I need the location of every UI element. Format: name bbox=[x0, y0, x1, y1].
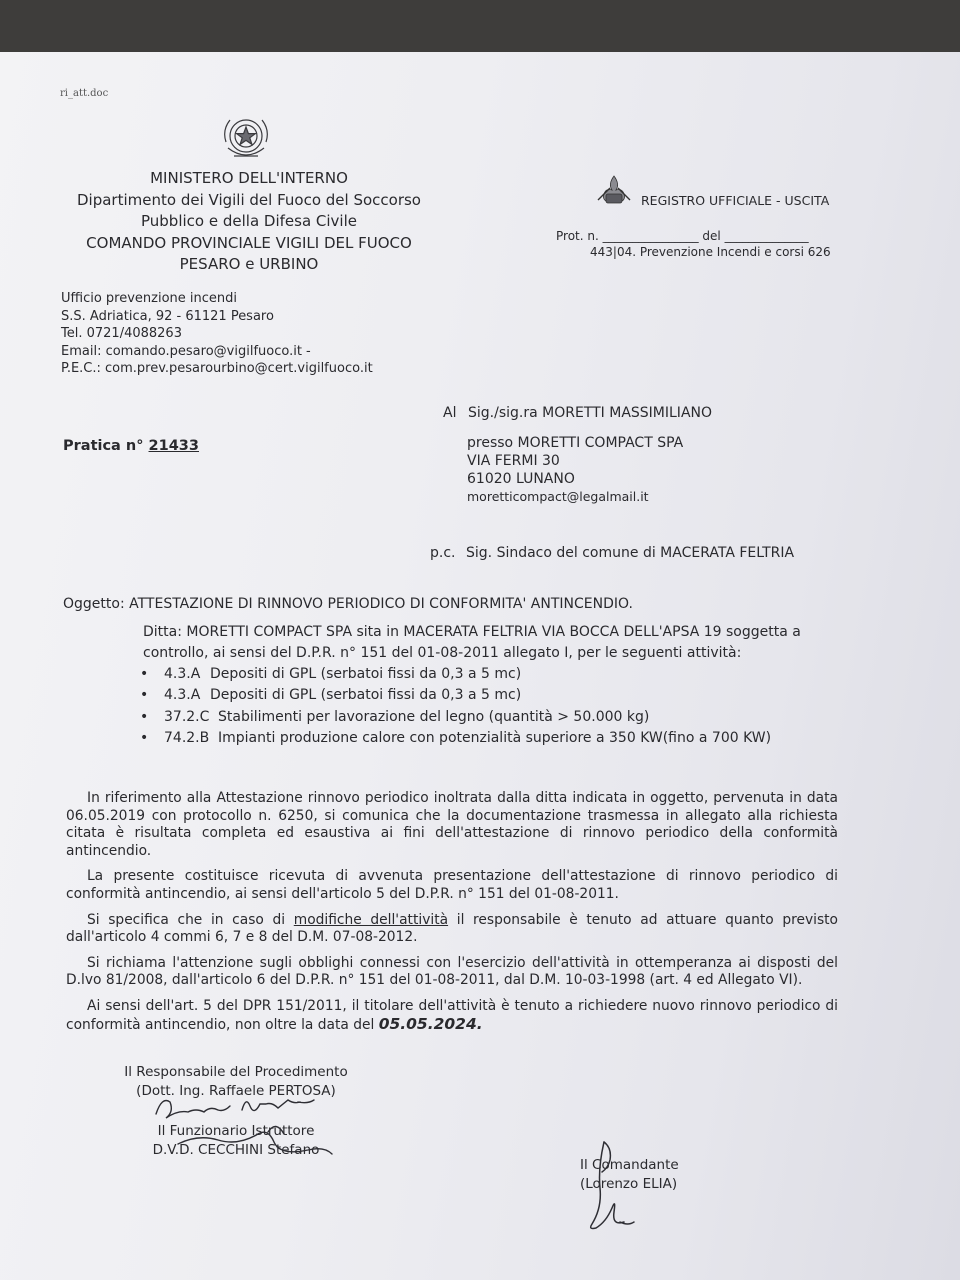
paragraph-4: Si richiama l'attenzione sugli obblighi connessi con l'esercizio dell'attività in ottemperanza ai disposti del D.lvo 81/2008, dall'articolo 6 del D.P.R. n° 151 del 01-08-2011, dal D.M. 10-03-1998 (art. 4 ed Allegato VI). bbox=[66, 954, 838, 989]
ministry-header bbox=[64, 168, 434, 276]
vigili-fuoco-logo-icon bbox=[594, 174, 634, 206]
body-text bbox=[66, 790, 838, 1042]
subject-label: Oggetto: bbox=[63, 596, 125, 612]
ditta-description bbox=[143, 622, 801, 664]
activity-desc: Impianti produzione calore con potenzialità superiore a 350 KW(fino a 700 KW) bbox=[218, 729, 772, 746]
paragraph-3-start: Si specifica che in caso di bbox=[87, 911, 294, 928]
list-item bbox=[140, 664, 771, 685]
activity-code: 4.3.A bbox=[164, 666, 201, 682]
header-line-2: Dipartimento dei Vigili del Fuoco del Soccorso bbox=[77, 190, 421, 209]
recipient-address bbox=[467, 434, 683, 506]
office-line-3: Tel. 0721/4088263 bbox=[61, 326, 182, 341]
activity-list bbox=[140, 664, 771, 749]
header-line-5: PESARO e URBINO bbox=[179, 255, 319, 273]
office-line-2: S.S. Adriatica, 92 - 61121 Pesaro bbox=[61, 308, 274, 324]
recipient-pec: moretticompact@legalmail.it bbox=[467, 489, 649, 504]
responsabile-name: (Dott. Ing. Raffaele PERTOSA) bbox=[136, 1082, 336, 1099]
istruttore-title: Il Funzionario Istruttore bbox=[157, 1123, 315, 1139]
ditta-line-2: controllo, ai sensi del D.P.R. n° 151 del 01-08-2011 allegato I, per le seguenti attività: bbox=[143, 645, 742, 661]
file-name: ri_att.doc bbox=[60, 88, 109, 99]
list-item bbox=[140, 685, 771, 706]
ditta-line-1: Ditta: MORETTI COMPACT SPA sita in MACERATA FELTRIA VIA BOCCA DELL'APSA 19 soggetta a bbox=[143, 624, 801, 640]
recipient-prefix: Al bbox=[443, 405, 457, 421]
responsabile-title: Il Responsabile del Procedimento bbox=[124, 1064, 348, 1080]
activity-code: 4.3.A bbox=[164, 687, 201, 704]
header-line-3: Pubblico e della Difesa Civile bbox=[141, 212, 357, 230]
paragraph-3 bbox=[66, 912, 838, 947]
cc-prefix: p.c. bbox=[430, 545, 456, 561]
comandante-title: Il Comandante bbox=[580, 1157, 679, 1173]
registry-title: REGISTRO UFFICIALE - USCITA bbox=[641, 193, 830, 208]
modifiche-link-text: modifiche dell'attività bbox=[293, 911, 449, 928]
header-line-4: COMANDO PROVINCIALE VIGILI DEL FUOCO bbox=[86, 233, 412, 252]
header-line-1: MINISTERO DELL'INTERNO bbox=[150, 169, 348, 187]
address-line-2: VIA FERMI 30 bbox=[467, 453, 560, 469]
activity-code: 37.2.C bbox=[164, 708, 210, 725]
pratica-value: 21433 bbox=[148, 438, 199, 454]
recipient-name: Sig./sig.ra MORETTI MASSIMILIANO bbox=[468, 405, 713, 421]
activity-desc: Stabilimenti per lavorazione del legno (quantità > 50.000 kg) bbox=[218, 708, 650, 725]
republic-emblem-icon bbox=[218, 112, 274, 164]
list-item bbox=[140, 707, 771, 728]
paragraph-1: In riferimento alla Attestazione rinnovo periodico inoltrata dalla ditta indicata in oggetto, pervenuta in data 06.05.2019 con protocollo n. 6250, si comunica che la documentazione trasmessa in allegato alla richiesta citata è risultata completa ed esaustiva ai fini dell'attestazione di rinnovo periodico della conformità antincendio. bbox=[66, 790, 838, 859]
activity-code: 74.2.B bbox=[164, 729, 210, 746]
paragraph-5 bbox=[66, 998, 838, 1034]
signature-scribble-left bbox=[148, 1082, 348, 1172]
comandante-name: (Lorenzo ELIA) bbox=[580, 1176, 678, 1192]
protocol-sub: 443|04. Prevenzione Incendi e corsi 626 bbox=[590, 245, 831, 259]
subject-line bbox=[63, 596, 633, 612]
signature-scribble-right bbox=[584, 1138, 654, 1238]
expiry-date: 05.05.2024. bbox=[378, 1014, 483, 1033]
office-line-1: Ufficio prevenzione incendi bbox=[61, 291, 238, 306]
subject-text: ATTESTAZIONE DI RINNOVO PERIODICO DI CONFORMITA' ANTINCENDIO. bbox=[129, 596, 633, 612]
office-line-5: P.E.C.: com.prev.pesarourbino@cert.vigilfuoco.it bbox=[61, 361, 373, 376]
address-line-3: 61020 LUNANO bbox=[467, 471, 575, 487]
document-page bbox=[0, 52, 960, 1280]
paragraph-2: La presente costituisce ricevuta di avvenuta presentazione dell'attestazione di rinnovo periodico di conformità antincendio, ai sensi dell'articolo 5 del D.P.R. n° 151 del 01-08-2011. bbox=[66, 868, 838, 902]
protocol-line: Prot. n. ________________ del ______________ bbox=[556, 229, 809, 243]
paragraph-3-end: il responsabile è tenuto ad attuare quanto previsto dall'articolo 4 commi 6, 7 e 8 del D.M. 07-08-2012. bbox=[66, 911, 838, 946]
cc-recipient: Sig. Sindaco del comune di MACERATA FELTRIA bbox=[466, 545, 795, 561]
activity-desc: Depositi di GPL (serbatoi fissi da 0,3 a 5 mc) bbox=[210, 666, 522, 682]
address-line-1: presso MORETTI COMPACT SPA bbox=[467, 435, 684, 451]
activity-desc: Depositi di GPL (serbatoi fissi da 0,3 a 5 mc) bbox=[210, 687, 522, 704]
list-item bbox=[140, 728, 771, 749]
paragraph-5-text: Ai sensi dell'art. 5 del DPR 151/2011, il titolare dell'attività è tenuto a richiedere nuovo rinnovo periodico di conformità antincendio, non oltre la data del bbox=[66, 997, 838, 1033]
office-info bbox=[61, 290, 373, 378]
office-line-4: Email: comando.pesaro@vigilfuoco.it - bbox=[61, 343, 311, 359]
pratica-label: Pratica n° bbox=[63, 438, 144, 454]
istruttore-name: D.V.D. CECCHINI Stefano bbox=[152, 1141, 320, 1158]
pratica-number bbox=[63, 438, 199, 454]
